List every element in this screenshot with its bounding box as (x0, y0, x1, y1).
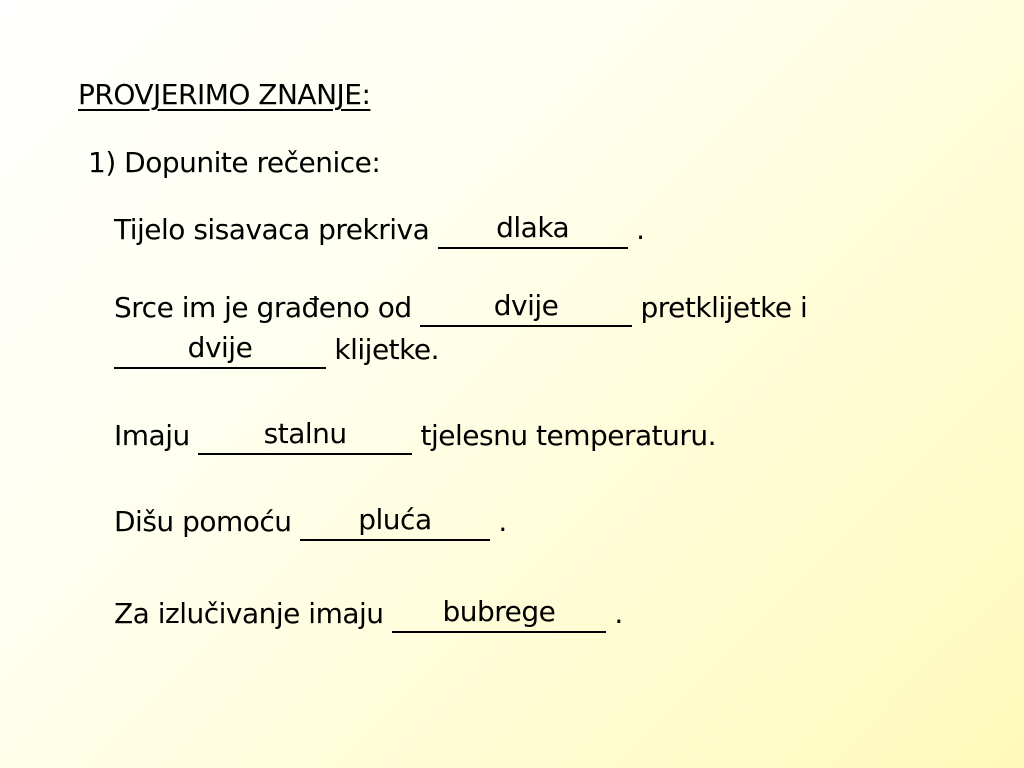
sentence-3 (114, 416, 716, 456)
sentence-1-before: Tijelo sisavaca prekriva (114, 213, 438, 246)
answer-2a: dvije (493, 289, 559, 322)
answer-blank-2b (114, 331, 326, 369)
sentence-4-after: . (489, 505, 507, 538)
sentence-2-middle: pretklijetke i (632, 291, 808, 324)
answer-5: bubrege (442, 595, 556, 628)
answer-blank-2a (420, 289, 632, 327)
sentence-2-after: klijetke. (326, 333, 440, 366)
slide-title: PROVJERIMO ZNANJE: (78, 78, 371, 111)
sentence-1 (114, 210, 644, 250)
sentence-5 (114, 594, 623, 634)
answer-blank-1 (438, 211, 628, 249)
answer-blank-5 (392, 595, 606, 633)
answer-3: stalnu (263, 417, 347, 450)
sentence-3-after: tjelesnu temperaturu. (412, 419, 717, 452)
sentence-2 (114, 288, 807, 328)
answer-1: dlaka (496, 211, 570, 244)
sentence-5-after: . (605, 597, 623, 630)
sentence-2-continued (114, 330, 439, 370)
question-heading: 1) Dopunite rečenice: (88, 146, 381, 179)
sentence-3-before: Imaju (114, 419, 199, 452)
answer-2b: dvije (187, 331, 253, 364)
sentence-1-after: . (627, 213, 645, 246)
sentence-5-before: Za izlučivanje imaju (114, 597, 392, 630)
answer-4: pluća (358, 503, 432, 536)
sentence-4-before: Dišu pomoću (114, 505, 300, 538)
sentence-4 (114, 502, 507, 542)
answer-blank-4 (300, 503, 490, 541)
answer-blank-3 (198, 417, 412, 455)
sentence-2-before: Srce im je građeno od (114, 291, 421, 324)
